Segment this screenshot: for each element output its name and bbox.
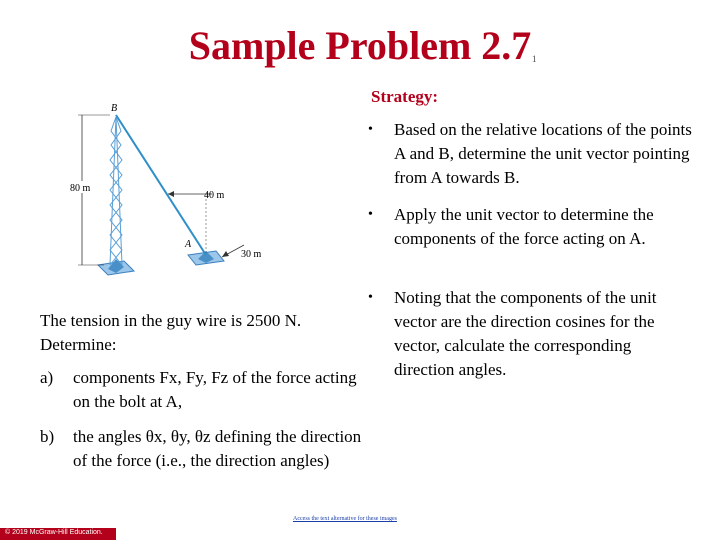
question-label: b) [40, 427, 55, 446]
tower-guy-wire-figure [60, 95, 280, 295]
strategy-bullet-text: Based on the relative locations of the points A and B, determine the unit vector pointing from A towards B. [394, 120, 692, 187]
question-label: a) [40, 368, 54, 387]
text-alternative-link[interactable]: Access the text alternative for these images [293, 516, 397, 522]
tower-lattice [110, 117, 122, 265]
bullet-icon: • [368, 207, 373, 222]
strategy-heading: Strategy: [371, 87, 439, 106]
point-a-label: A [185, 239, 192, 250]
slide-number: 1 [532, 54, 537, 64]
copyright-footer [0, 528, 116, 540]
slide-title-text: Sample Problem 2.7 [188, 23, 532, 68]
strategy-bullet [368, 118, 692, 190]
strategy-bullet [368, 203, 688, 275]
strategy-bullet-text: Apply the unit vector to determine the components of the force acting on A. [394, 205, 654, 248]
strategy-bullet-text: Noting that the components of the unit vector are the direction cosines for the vector, calculate the corresponding direction angles. [394, 288, 657, 379]
bullet-icon: • [368, 122, 373, 137]
bullet-icon: • [368, 290, 373, 305]
strategy-bullet [368, 286, 688, 382]
point-b-label: B [111, 103, 118, 114]
copyright-text: © 2019 McGraw-Hill Education. [5, 529, 103, 536]
horizontal-dim-label: 40 m [204, 190, 225, 201]
question-text: components Fx, Fy, Fz of the force acting on the bolt at A, [73, 368, 357, 411]
slide-title [0, 22, 720, 70]
depth-dim-label: 30 m [241, 249, 262, 260]
guy-wire [116, 115, 206, 255]
height-dim-label: 80 m [70, 183, 91, 194]
question-text: the angles θx, θy, θz defining the direction of the force (i.e., the direction angles) [73, 427, 362, 470]
problem-statement: The tension in the guy wire is 2500 N. Determine: [40, 311, 302, 354]
